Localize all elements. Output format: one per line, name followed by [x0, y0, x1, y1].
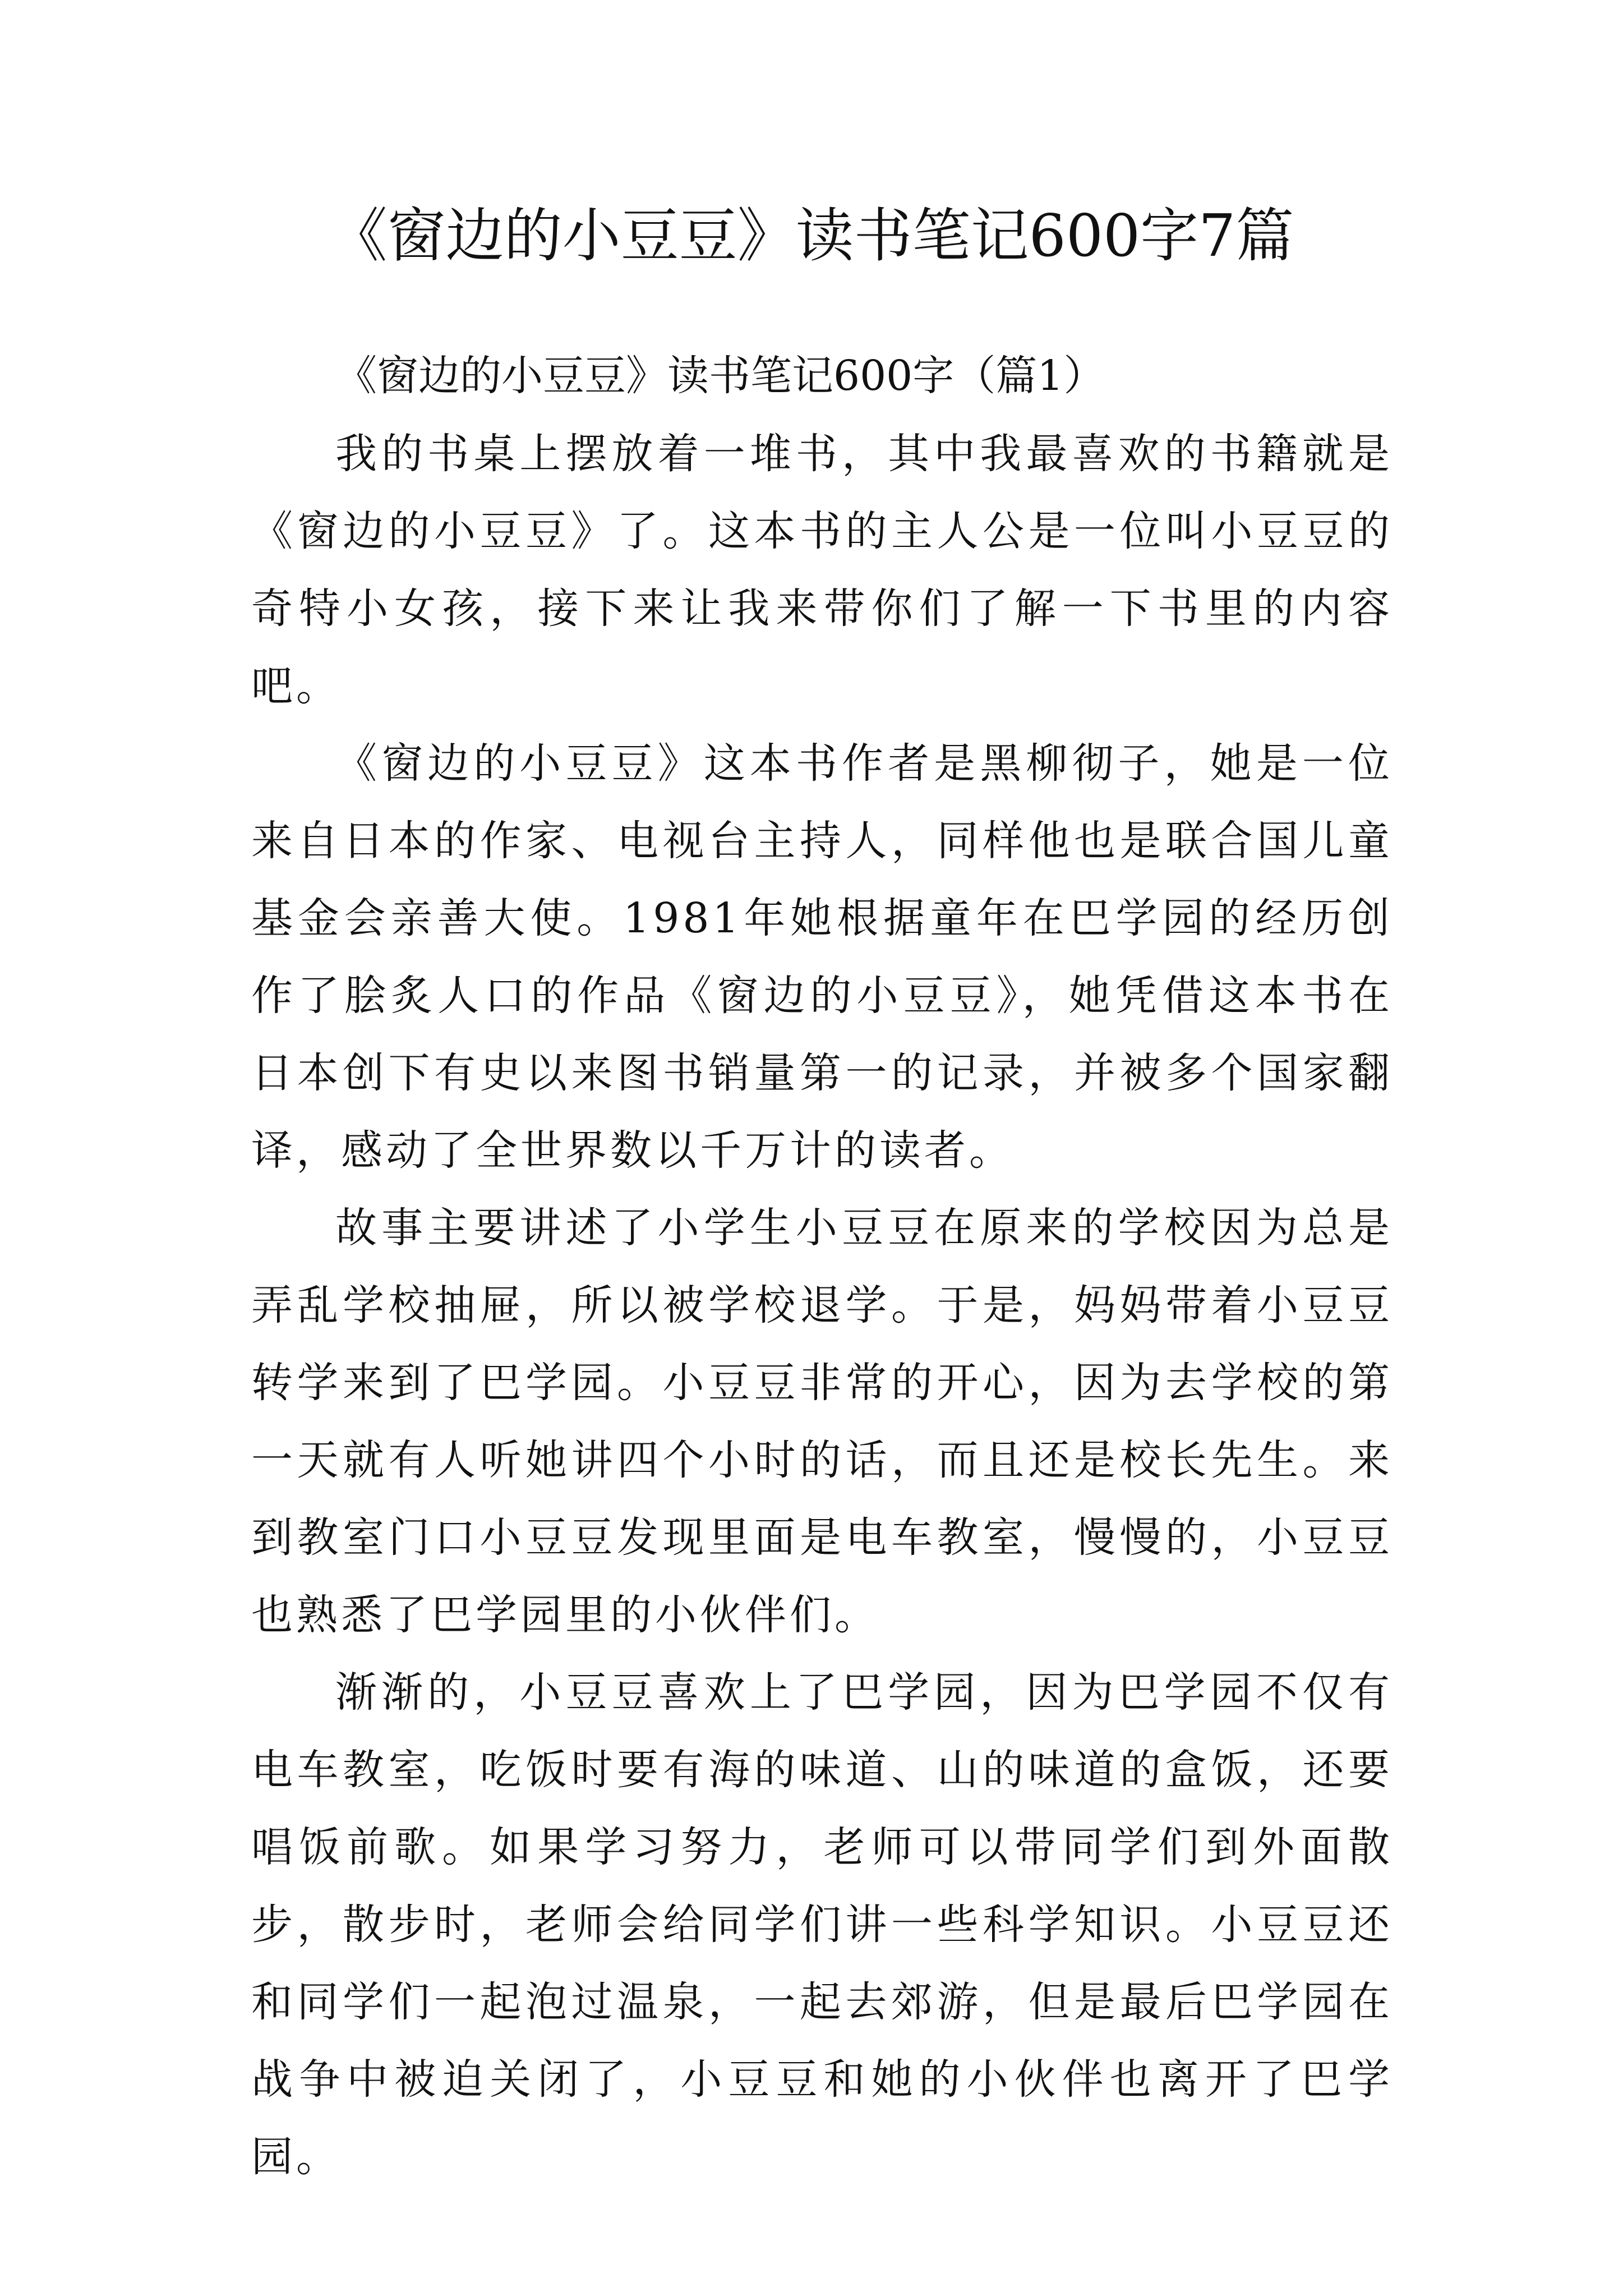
paragraph: 故事主要讲述了小学生小豆豆在原来的学校因为总是弄乱学校抽屉，所以被学校退学。于是，妈妈带着小豆豆转学来到了巴学园。小豆豆非常的开心，因为去学校的第一天就有人听她讲四个小时的话，而且还是校长先生。来到教室门口小豆豆发现里面是电车教室，慢慢的，小豆豆也熟悉了巴学园里的小伙伴们。: [251, 1204, 1393, 1639]
document-title: 《窗边的小豆豆》读书笔记600字7篇: [329, 201, 1294, 270]
section-heading: 《窗边的小豆豆》读书笔记600字（篇1）: [335, 352, 1105, 400]
paragraph: 渐渐的，小豆豆喜欢上了巴学园，因为巴学园不仅有电车教室，吃饭时要有海的味道、山的味道的盒饭，还要唱饭前歌。如果学习努力，老师可以带同学们到外面散步，散步时，老师会给同学们讲一些科学知识。小豆豆还和同学们一起泡过温泉，一起去郊游，但是最后巴学园在战争中被迫关闭了，小豆豆和她的小伙伴也离开了巴学园。: [251, 1668, 1393, 2181]
paragraph: 我的书桌上摆放着一堆书，其中我最喜欢的书籍就是《窗边的小豆豆》了。这本书的主人公是一位叫小豆豆的奇特小女孩，接下来让我来带你们了解一下书里的内容吧。: [251, 430, 1393, 710]
paragraph: 《窗边的小豆豆》这本书作者是黑柳彻子，她是一位来自日本的作家、电视台主持人，同样他也是联合国儿童基金会亲善大使。1981年她根据童年在巴学园的经历创作了脍炙人口的作品《窗边的小豆豆》，她凭借这本书在日本创下有史以来图书销量第一的记录，并被多个国家翻译，感动了全世界数以千万计的读者。: [251, 739, 1393, 1175]
document-body: [251, 337, 1393, 2196]
